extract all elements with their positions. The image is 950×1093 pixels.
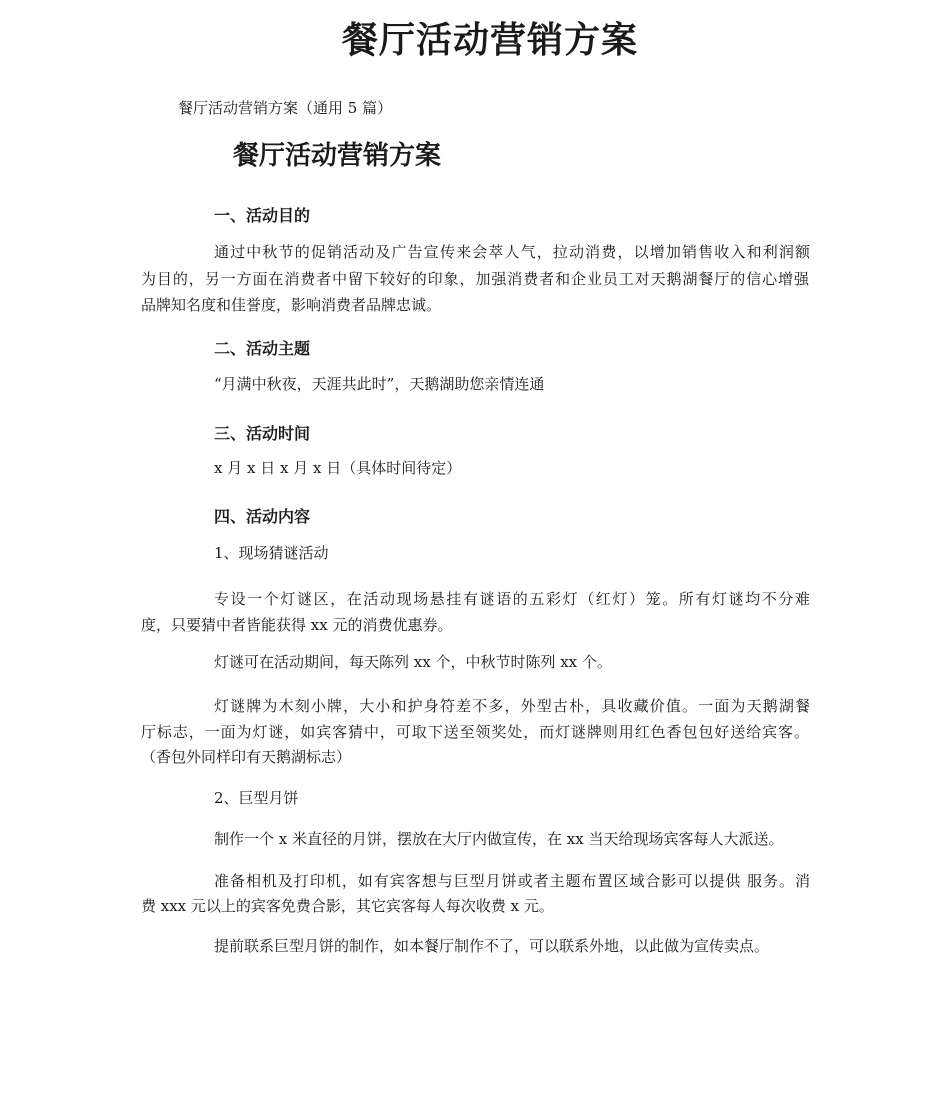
riddles-p2: 灯谜可在活动期间，每天陈列 xx 个，中秋节时陈列 xx 个。 [214,653,612,671]
section-heading-purpose: 一、活动目的 [214,206,311,225]
mooncake-p5-line-2: 费 xxx 元以上的宾客免费合影，其它宾客每人每次收费 x 元。 [141,897,554,915]
doc-title: 餐厅活动营销方案 [233,141,442,171]
section-heading-time: 三、活动时间 [214,424,311,443]
subtitle: 餐厅活动营销方案（通用 5 篇） [178,99,393,117]
mooncake-p5-line-1: 准备相机及打印机，如有宾客想与巨型月饼或者主题布置区域合影可以提供 服务。消 [214,872,810,890]
riddles-p3-line-3: （香包外同样印有天鹅湖标志） [141,748,352,766]
riddles-p1-line-2: 度，只要猜中者皆能获得 xx 元的消费优惠券。 [141,616,453,634]
theme-text: “月满中秋夜，天涯共此时”，天鹅湖助您亲情连通 [214,375,545,393]
section-heading-content: 四、活动内容 [214,507,311,526]
time-text: x 月 x 日 x 月 x 日（具体时间待定） [214,459,462,477]
riddles-p3-line-1: 灯谜牌为木刻小牌，大小和护身符差不多，外型古朴，具收藏价值。一面为天鹅湖餐 [214,697,810,715]
section-heading-theme: 二、活动主题 [214,339,311,358]
purpose-line-2: 为目的，另一方面在消费者中留下较好的印象，加强消费者和企业员工对天鹅湖餐厅的信心增强 [141,270,809,288]
mooncake-p6: 提前联系巨型月饼的制作，如本餐厅制作不了，可以联系外地，以此做为宣传卖点。 [214,937,770,955]
purpose-line-1: 通过中秋节的促销活动及广告宣传来会萃人气，拉动消费，以增加销售收入和利润额 [214,243,810,261]
riddles-p3-line-2: 厅标志，一面为灯谜，如宾客猜中，可取下送至领奖处，而灯谜牌则用红色香包包好送给宾客。 [141,723,809,741]
riddles-p1-line-1: 专设一个灯谜区，在活动现场悬挂有谜语的五彩灯（红灯）笼。所有灯谜均不分难 [214,590,810,608]
mooncake-p4: 制作一个 x 米直径的月饼，摆放在大厅内做宣传，在 xx 当天给现场宾客每人大派送。 [214,830,784,848]
purpose-line-3: 品牌知名度和佳誉度，影响消费者品牌忠诚。 [141,296,442,314]
subsection-heading-riddles: 1、现场猜谜活动 [214,544,329,562]
subsection-heading-mooncake: 2、巨型月饼 [214,789,299,807]
main-title: 餐厅活动营销方案 [341,19,638,61]
